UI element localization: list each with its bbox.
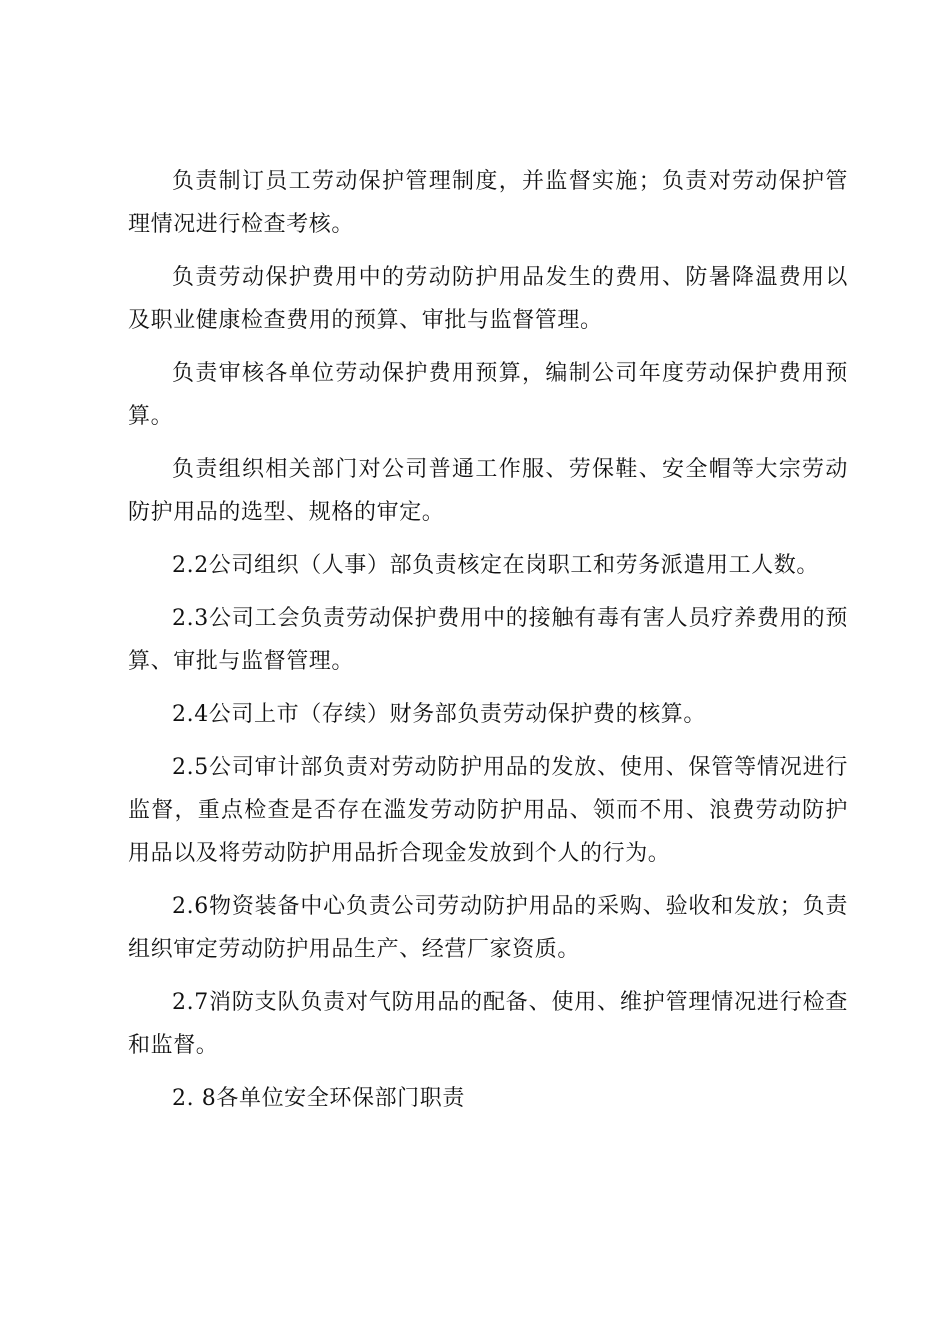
paragraph-2-6: 2.6物资装备中心负责公司劳动防护用品的采购、验收和发放；负责组织审定劳动防护用品生产、经营厂家资质。	[128, 894, 848, 962]
paragraph-1: 负责制订员工劳动保护管理制度，并监督实施；负责对劳动保护管理情况进行检查考核。	[128, 169, 848, 237]
paragraph-2-7: 2.7消防支队负责对气防用品的配备、使用、维护管理情况进行检查和监督。	[128, 990, 848, 1058]
document-page	[128, 160, 848, 1120]
paragraph-4: 负责组织相关部门对公司普通工作服、劳保鞋、安全帽等大宗劳动防护用品的选型、规格的审定。	[128, 457, 848, 525]
paragraph-2-2: 2.2公司组织（人事）部负责核定在岗职工和劳务派遣用工人数。	[172, 553, 819, 578]
paragraph-2-8: 2. 8各单位安全环保部门职责	[172, 1086, 465, 1111]
paragraph-2: 负责劳动保护费用中的劳动防护用品发生的费用、防暑降温费用以及职业健康检查费用的预算、审批与监督管理。	[128, 265, 848, 333]
paragraph-3: 负责审核各单位劳动保护费用预算，编制公司年度劳动保护费用预算。	[128, 361, 848, 429]
paragraph-2-5: 2.5公司审计部负责对劳动防护用品的发放、使用、保管等情况进行监督，重点检查是否存在滥发劳动防护用品、领而不用、浪费劳动防护用品以及将劳动防护用品折合现金发放到个人的行为。	[128, 755, 848, 866]
paragraph-2-3: 2.3公司工会负责劳动保护费用中的接触有毒有害人员疗养费用的预算、审批与监督管理。	[128, 606, 848, 674]
paragraph-2-4: 2.4公司上市（存续）财务部负责劳动保护费的核算。	[172, 702, 706, 727]
